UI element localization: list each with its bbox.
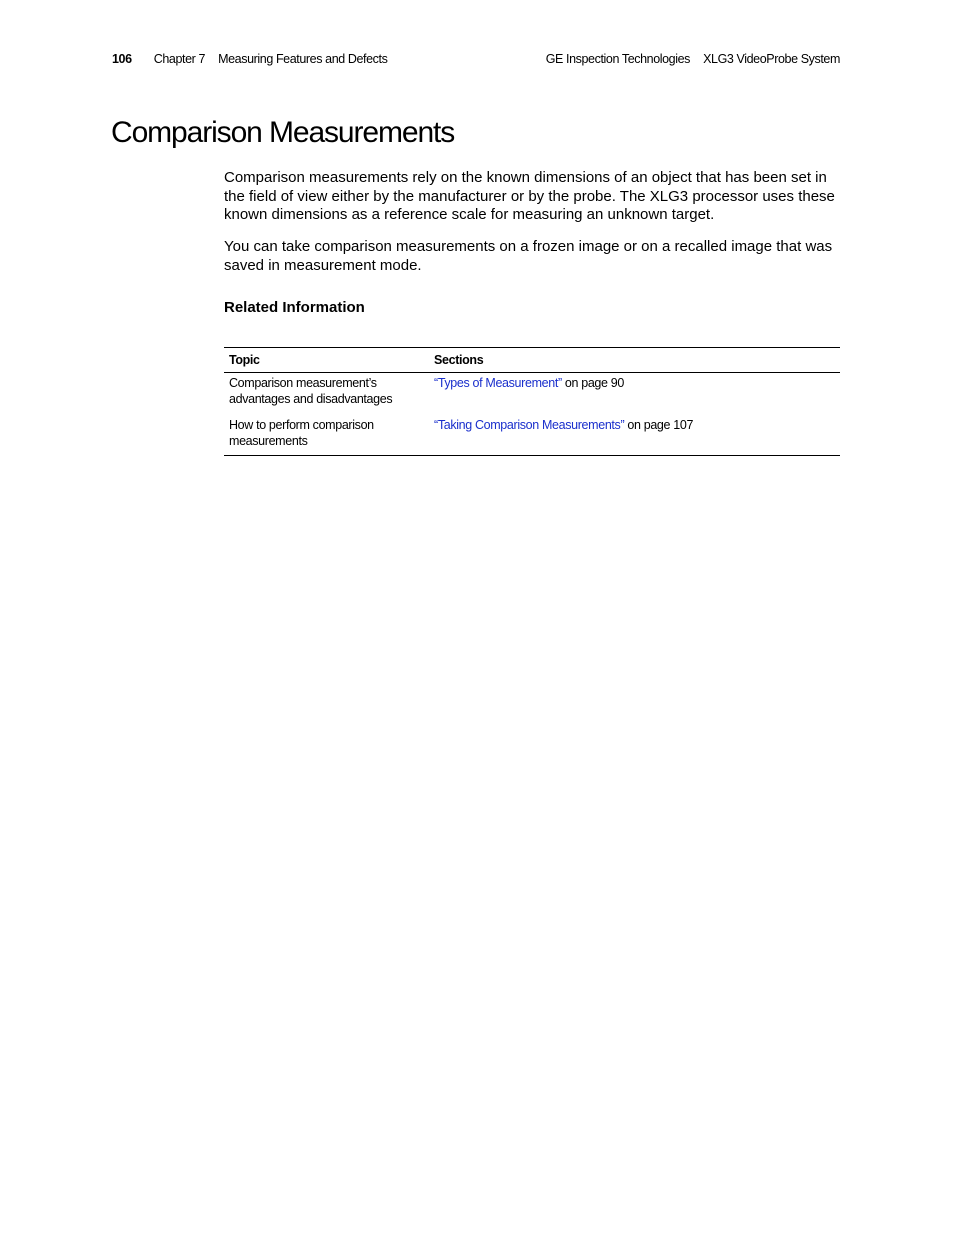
page-reference: on page 90	[561, 376, 624, 390]
chapter-title: Measuring Features and Defects	[218, 52, 388, 66]
cross-reference-link[interactable]: “Taking Comparison Measurements”	[434, 418, 625, 432]
page-reference: on page 107	[624, 418, 694, 432]
page-title: Comparison Measurements	[111, 116, 455, 149]
table-row	[224, 415, 840, 456]
column-header-topic: Topic	[229, 353, 260, 367]
column-header-sections: Sections	[434, 353, 484, 367]
cross-reference-link[interactable]: “Types of Measurement”	[434, 376, 562, 390]
table-header-row	[224, 348, 840, 373]
table-row	[224, 373, 840, 416]
sections-cell	[429, 415, 840, 456]
chapter-label: Chapter 7	[153, 52, 206, 66]
sections-cell	[429, 373, 840, 416]
company-name: GE Inspection Technologies	[545, 52, 691, 66]
related-information-heading: Related Information	[224, 299, 365, 316]
body-paragraph: Comparison measurements rely on the known dimensions of an object that has been set in the field of view either by the manufacturer or by the probe. The XLG3 processor uses these known dimensions as a reference scale for measuring an unknown target.	[224, 169, 835, 223]
page-number: 106	[112, 52, 132, 66]
topic-cell: How to perform comparison measurements	[229, 418, 374, 448]
product-name: XLG3 VideoProbe System	[703, 52, 840, 66]
header-right	[546, 52, 840, 66]
header-left	[112, 52, 387, 66]
related-information-table	[224, 347, 840, 456]
topic-cell: Comparison measurement’s advantages and disadvantages	[229, 376, 393, 406]
body-paragraph: You can take comparison measurements on a frozen image or on a recalled image that was saved in measurement mode.	[224, 238, 833, 274]
running-header	[112, 52, 840, 70]
